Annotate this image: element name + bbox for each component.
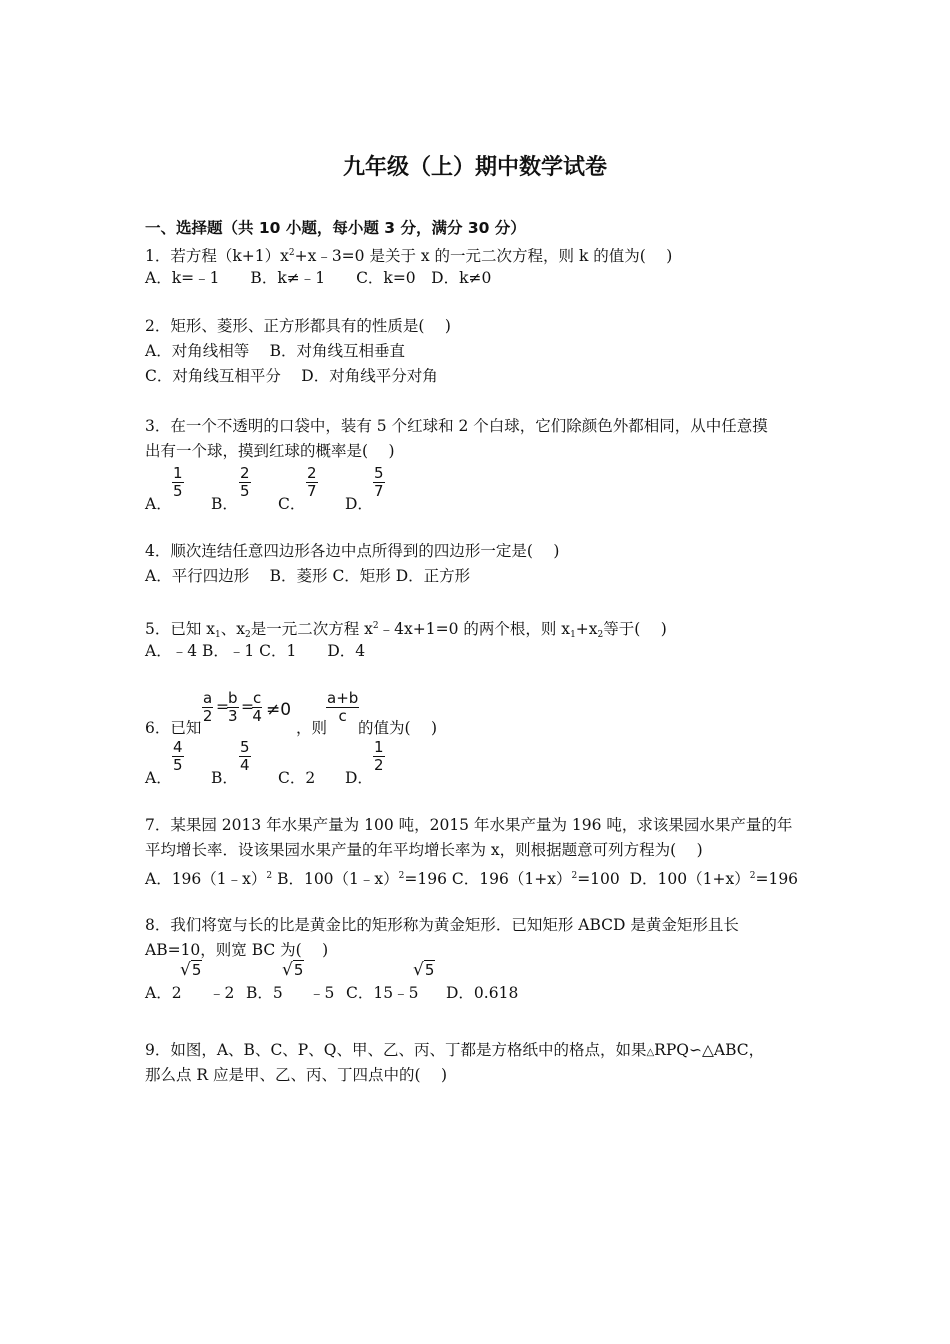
question-8-stem-line1: 8．我们将宽与长的比是黄金比的矩形称为黄金矩形．已知矩形 ABCD 是黄金矩形且长 [145, 916, 739, 934]
q8-option-a-suffix: ﹣2 [209, 984, 235, 1002]
q8-option-c-root: √5 [413, 960, 435, 980]
q6-option-d-label: D． [345, 769, 373, 787]
q6-then: ，则 [296, 719, 328, 737]
question-7-options: A．196（1﹣x）$^2$ B．100（1﹣x）$^2$=196 C．$196(1+x)^2=100$ D．$100(1+x)^2=196$ [145, 870, 799, 888]
q8-option-b-root: √5 [282, 960, 304, 980]
question-7-stem-line1: 7．某果园 2013 年水果产量为 100 吨，2015 年水果产量为 196 吨，求该果园水果产量的年 [145, 816, 793, 834]
q8-option-b-suffix: ﹣5 [309, 984, 335, 1002]
q3-option-a-fraction: $\frac{1}{5}$ [173, 464, 183, 500]
question-5-options: A．﹣4 B．﹣1 C．1 D．4 [145, 642, 366, 660]
question-9-stem-line1: 9．如图，A、B、C、P、Q、甲、乙、丙、丁都是方格纸中的格点，如果△RPQ∽△ABC， [145, 1041, 765, 1059]
question-9-stem-line2: 那么点 R 应是甲、乙、丙、丁四点中的( ) [145, 1066, 448, 1084]
q3-option-c-label: C． [278, 495, 306, 513]
question-3-stem-line1: 3．在一个不透明的口袋中，装有 5 个红球和 2 个白球，它们除颜色外都相同，从中任意摸 [145, 417, 768, 435]
q6-option-a-fraction: $\frac{4}{5}$ [173, 738, 183, 774]
question-2-stem: 2．矩形、菱形、正方形都具有的性质是( ) [145, 317, 451, 335]
question-4-stem: 4．顺次连结任意四边形各边中点所得到的四边形一定是( ) [145, 542, 560, 560]
q6-option-b-label: B． [211, 769, 238, 787]
q6-equals-1: = [216, 698, 229, 716]
q3-option-d-fraction: $\frac{5}{7}$ [374, 464, 384, 500]
q6-option-a-label: A． [145, 769, 172, 787]
q6-option-c: C．2 [278, 769, 316, 787]
question-2-options-row1: A．对角线相等 B．对角线互相垂直 [145, 342, 406, 360]
q6-option-d-fraction: $\frac{1}{2}$ [374, 738, 384, 774]
q6-not-equal-zero: ≠0 [266, 700, 292, 720]
q3-option-a-label: A． [145, 495, 172, 513]
q6-fraction-c: $\frac{c}{4}$ [252, 689, 262, 725]
q6-fraction-b: $\frac{b}{3}$ [227, 689, 238, 725]
question-4-options: A．平行四边形 B．菱形 C．矩形 D．正方形 [145, 567, 471, 585]
q3-option-c-fraction: $\frac{2}{7}$ [307, 464, 317, 500]
q3-option-b-fraction: $\frac{2}{5}$ [240, 464, 250, 500]
question-2-options-row2: C．对角线互相平分 D．对角线平分对角 [145, 367, 438, 385]
page-title: 九年级（上）期中数学试卷 [342, 155, 607, 180]
question-1-stem: 1．若方程$(k+1)x^2+x﹣3=0$ 是关于 x 的一元二次方程，则 k 的值为( ) [145, 247, 673, 265]
q8-option-b-prefix: B．5 [246, 984, 283, 1002]
q3-option-d-label: D． [345, 495, 373, 513]
q6-option-b-fraction: $\frac{5}{4}$ [240, 738, 250, 774]
question-6-suffix: 的值为( ) [358, 719, 438, 737]
q6-equals-2: = [241, 698, 254, 716]
section-heading: 一、选择题（共 10 小题，每小题 3 分，满分 30 分） [145, 219, 526, 237]
q8-option-d: D．0.618 [446, 984, 519, 1002]
question-5-stem: 5．已知 $x_1$、$x_2$是一元二次方程 $x^2﹣4x+1=0$ 的两个根，则 $x_1+x_2$等于( ) [145, 620, 667, 640]
q6-fraction-a: $\frac{a}{2}$ [202, 689, 213, 725]
question-6-prefix: 6．已知 [145, 719, 202, 737]
question-8-stem-line2: AB=10，则宽 BC 为( ) [145, 941, 329, 959]
q8-option-a-prefix: A．2 [145, 984, 182, 1002]
q8-option-a-root: √5 [180, 960, 202, 980]
q8-option-c-prefix: C．15﹣5 [346, 984, 419, 1002]
q6-fraction-sum: $\frac{a+b}{c}$ [327, 689, 359, 725]
q3-option-b-label: B． [211, 495, 238, 513]
question-7-stem-line2: 平均增长率．设该果园水果产量的年平均增长率为 x，则根据题意可列方程为( ) [145, 841, 703, 859]
question-1-options: A．k=﹣1 B．k≠﹣1 C．k=0 D．k≠0 [145, 269, 492, 287]
question-3-stem-line2: 出有一个球，摸到红球的概率是( ) [145, 442, 395, 460]
